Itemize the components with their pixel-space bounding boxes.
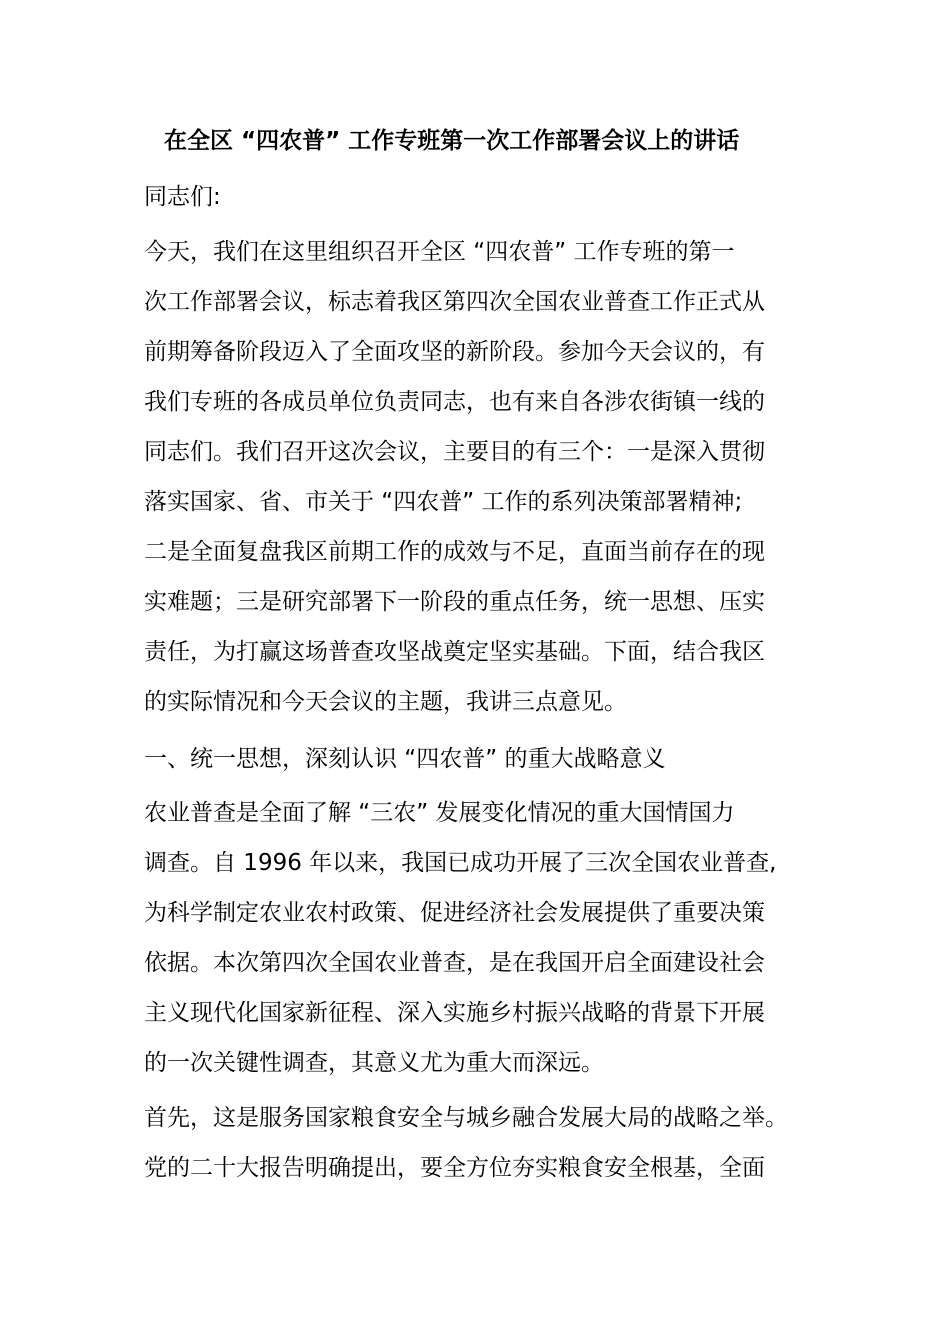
text-line: 责任，为打赢这场普查攻坚战奠定坚实基础。下面，结合我区 (144, 639, 765, 665)
text-line: 实难题；三是研究部署下一阶段的重点任务，统一思想、压实 (144, 589, 765, 615)
paragraph-intro (144, 227, 804, 727)
text-line: 次工作部署会议，标志着我区第四次全国农业普查工作正式从 (144, 289, 765, 315)
paragraph-first-point (144, 1093, 804, 1193)
page-title: 在全区 “四农普” 工作专班第一次工作部署会议上的讲话 (164, 128, 740, 154)
text-line: 同志们。我们召开这次会议，主要目的有三个：一是深入贯彻 (144, 439, 765, 465)
section-heading: 一、统一思想，深刻认识 “四农普” 的重大战略意义 (144, 746, 666, 772)
text-line: 的实际情况和今天会议的主题，我讲三点意见。 (144, 689, 627, 715)
text-line: 今天，我们在这里组织召开全区 “四农普” 工作专班的第一 (144, 239, 735, 265)
text-line: 前期筹备阶段迈入了全面攻坚的新阶段。参加今天会议的，有 (144, 339, 765, 365)
paragraph-census-overview (144, 788, 804, 1088)
text-line: 依据。本次第四次全国农业普查，是在我国开启全面建设社会 (144, 950, 765, 976)
text-line: 党的二十大报告明确提出，要全方位夯实粮食安全根基，全面 (144, 1155, 765, 1181)
text-line: 主义现代化国家新征程、深入实施乡村振兴战略的背景下开展 (144, 1000, 765, 1026)
text-line: 落实国家、省、市关于 “四农普” 工作的系列决策部署精神; (144, 489, 743, 515)
text-line: 农业普查是全面了解 “三农” 发展变化情况的重大国情国力 (144, 800, 735, 826)
text-line: 我们专班的各成员单位负责同志，也有来自各涉农街镇一线的 (144, 389, 765, 415)
text-line: 的一次关键性调查，其意义尤为重大而深远。 (144, 1050, 604, 1076)
text-line: 二是全面复盘我区前期工作的成效与不足，直面当前存在的现 (144, 539, 765, 565)
text-line: 首先，这是服务国家粮食安全与城乡融合发展大局的战略之举。 (144, 1105, 788, 1131)
text-line: 调查。自 1996 年以来，我国已成功开展了三次全国农业普查, (144, 850, 777, 876)
text-line: 为科学制定农业农村政策、促进经济社会发展提供了重要决策 (144, 900, 765, 926)
salutation: 同志们: (144, 184, 221, 210)
